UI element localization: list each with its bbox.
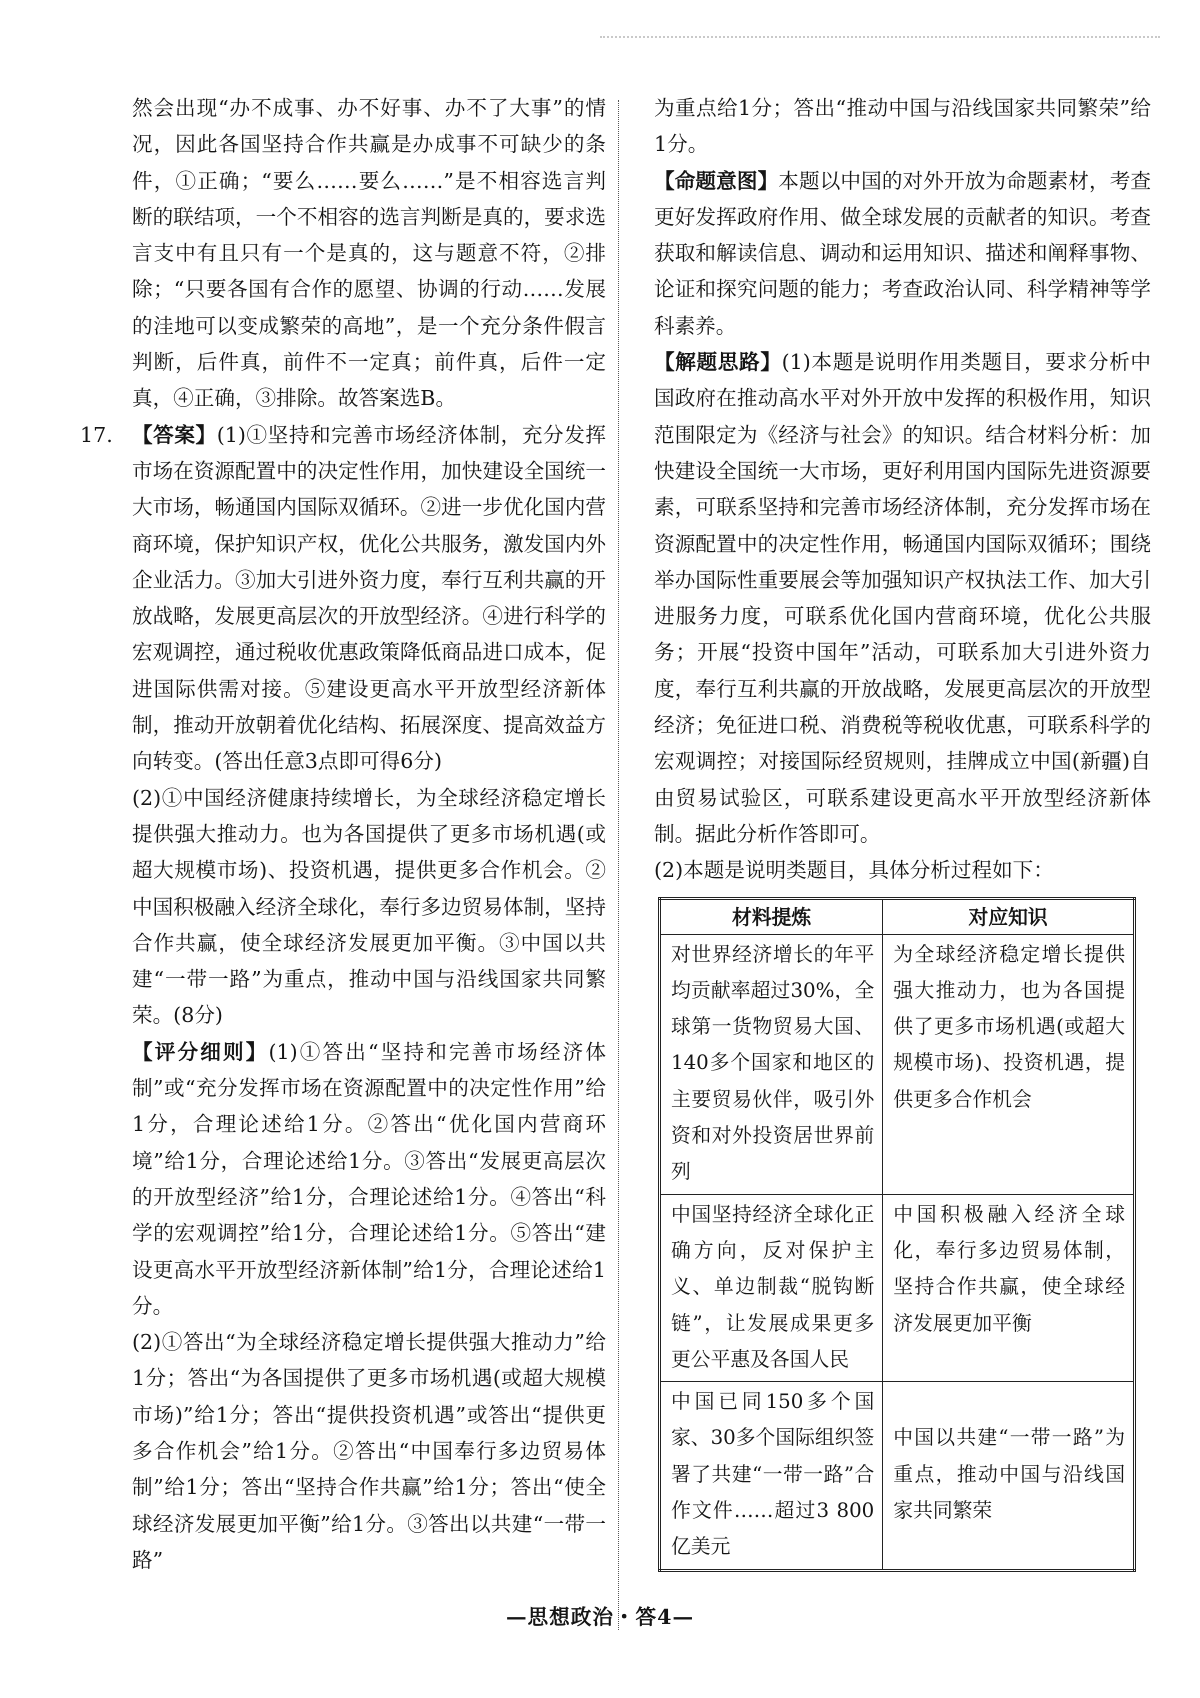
table-cell-material: 中国坚持经济全球化正确方向，反对保护主义、单边制裁“脱钩断链”，让发展成果更多更公平惠及各国人民 [660, 1194, 883, 1381]
intent-text: 本题以中国的对外开放为命题素材，考查更好发挥政府作用、做全球发展的贡献者的知识。考查获取和解读信息、调动和运用知识、描述和阐释事物、论证和探究问题的能力；考查政治认同、科学精神等学科素养。 [654, 168, 1151, 338]
answer-part1: (1)①坚持和完善市场经济体制，充分发挥市场在资源配置中的决定性作用，加快建设全国统一大市场，畅通国内国际双循环。②进一步优化国内营商环境，保护知识产权，优化公共服务，激发国内外企业活力。③加大引进外资力度，奉行互利共赢的开放战略，发展更高层次的开放型经济。④进行科学的宏观调控，通过税收优惠政策降低商品进口成本，促进国际供需对接。⑤建设更高水平开放型经济新体制，推动开放朝着优化结构、拓展深度、提高效益方向转变。(答出任意3点即可得6分) [132, 422, 607, 774]
scoring-part1-text: (1)①答出“坚持和完善市场经济体制”或“充分发挥市场在资源配置中的决定性作用”给1分，合理论述给1分。②答出“优化国内营商环境”给1分，合理论述给1分。③答出“发展更高层次的开放型经济”给1分，合理论述给1分。④答出“科学的宏观调控”给1分，合理论述给1分。⑤答出“建设更高水平开放型经济新体制”给1分，合理论述给1分。 [132, 1039, 606, 1318]
table-cell-knowledge: 中国积极融入经济全球化，奉行多边贸易体制，坚持合作共赢，使全球经济发展更加平衡 [883, 1194, 1135, 1381]
table-cell-material: 对世界经济增长的年平均贡献率超过30%，全球第一货物贸易大国、140多个国家和地区的主要贸易伙伴，吸引外资和对外投资居世界前列 [660, 934, 883, 1194]
table-cell-knowledge: 为全球经济稳定增长提供强大推动力，也为各国提供了更多市场机遇(或超大规模市场)、投资机遇，提供更多合作机会 [883, 934, 1135, 1194]
analysis-table [658, 897, 1136, 1572]
page-footer: —思想政治・答4— [505, 1605, 695, 1629]
table-row [660, 934, 1135, 1194]
scoring-rules-tail: 为重点给1分；答出“推动中国与沿线国家共同繁荣”给1分。 [654, 96, 1151, 157]
answer-tag: 【答案】 [132, 422, 217, 447]
question-intent [654, 163, 1151, 344]
question-number: 17. [80, 422, 113, 447]
q17-answer [80, 417, 607, 780]
part2-intro: (2)本题是说明类题目，具体分析过程如下： [654, 858, 1054, 883]
left-column [80, 90, 607, 1578]
column-divider [618, 100, 619, 1630]
table-cell-material: 中国已同150多个国家、30多个国际组织签署了共建“一带一路”合作文件……超过3 800亿美元 [660, 1382, 883, 1570]
table-cell-knowledge: 中国以共建“一带一路”为重点，推动中国与沿线国家共同繁荣 [883, 1382, 1135, 1570]
solution-approach [654, 344, 1151, 852]
right-column [654, 90, 1151, 1572]
scoring-tag: 【评分细则】 [132, 1039, 269, 1064]
table-header-material: 材料提炼 [660, 898, 883, 934]
approach-text: (1)本题是说明作用类题目，要求分析中国政府在推动高水平对外开放中发挥的积极作用，知识范围限定为《经济与社会》的知识。结合材料分析：加快建设全国统一大市场，更好利用国内国际先进资源要素，可联系坚持和完善市场经济体制，充分发挥市场在资源配置中的决定性作用，畅通国内国际双循环；围绕举办国际性重要展会等加强知识产权执法工作、加大引进服务力度，可联系优化国内营商环境，优化公共服务；开展“投资中国年”活动，可联系加大引进外资力度，奉行互利共赢的开放战略，发展更高层次的开放型经济；免征进口税、消费税等税收优惠，可联系科学的宏观调控；对接国际经贸规则，挂牌成立中国(新疆)自由贸易试验区，可联系建设更高水平开放型经济新体制。据此分析作答即可。 [654, 350, 1152, 846]
q16-explanation-tail: 然会出现“办不成事、办不好事、办不了大事”的情况，因此各国坚持合作共赢是办成事不可缺少的条件，①正确；“要么……要么……”是不相容选言判断的联结项，一个不相容的选言判断是真的，要求选言支中有且只有一个是真的，这与题意不符，②排除；“只要各国有合作的愿望、协调的行动……发展的洼地可以变成繁荣的高地”，是一个充分条件假言判断，后件真，前件不一定真；前件真，后件一定真，④正确，③排除。故答案选B。 [132, 96, 606, 411]
scan-noise-line [600, 36, 1160, 38]
table-row [660, 1382, 1135, 1570]
table-row [660, 1194, 1135, 1381]
table-header-knowledge: 对应知识 [883, 898, 1135, 934]
scoring-rules-part2: (2)①答出“为全球经济稳定增长提供强大推动力”给1分；答出“为各国提供了更多市场机遇(或超大规模市场)”给1分；答出“提供投资机遇”或答出“提供更多合作机会”给1分。②答出“中国奉行多边贸易体制”给1分；答出“坚持合作共赢”给1分；答出“使全球经济发展更加平衡”给1分。③答出以共建“一带一路” [132, 1330, 606, 1572]
answer-part2: (2)①中国经济健康持续增长，为全球经济稳定增长提供强大推动力。也为各国提供了更多市场机遇(或超大规模市场)、投资机遇，提供更多合作机会。②中国积极融入经济全球化，奉行多边贸易体制，坚持合作共赢，使全球经济发展更加平衡。③中国以共建“一带一路”为重点，推动中国与沿线国家共同繁荣。(8分) [132, 785, 606, 1028]
intent-tag: 【命题意图】 [654, 168, 779, 193]
approach-tag: 【解题思路】 [654, 350, 782, 375]
table-header-row [660, 898, 1135, 934]
scoring-rules-part1 [106, 1034, 606, 1324]
